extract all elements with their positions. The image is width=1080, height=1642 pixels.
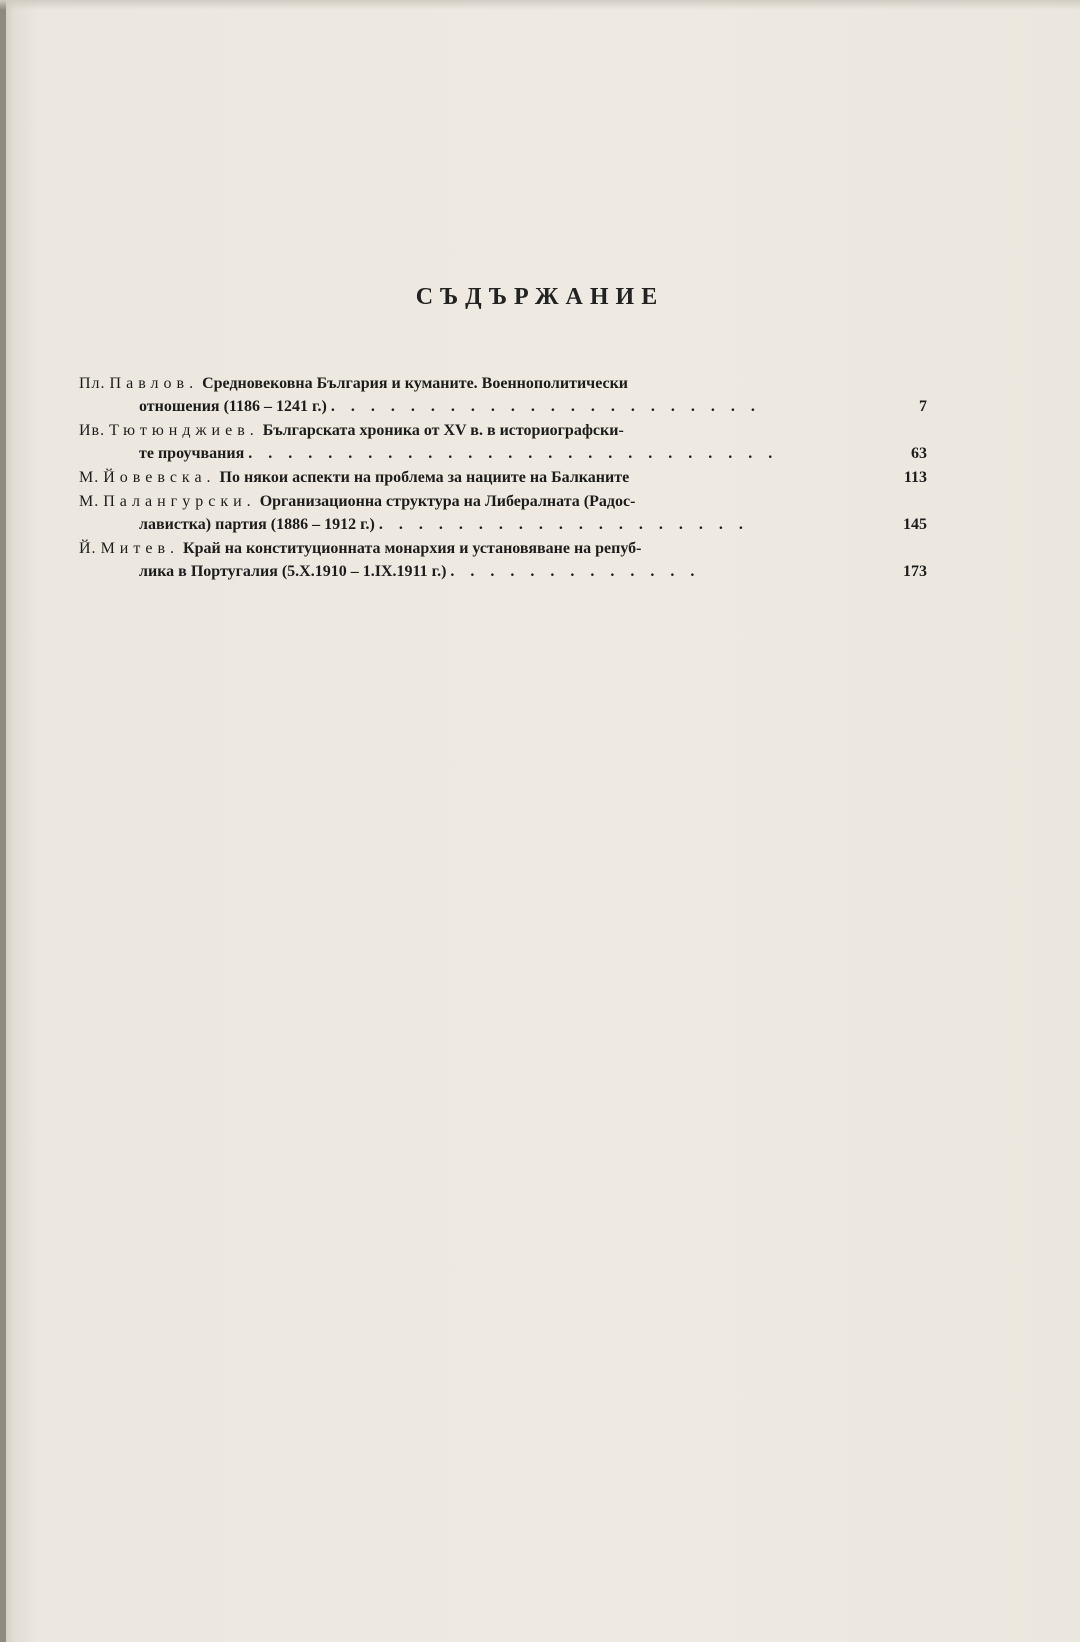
- author-surname: Палангурски.: [103, 493, 256, 510]
- author-initials: Пл.: [79, 375, 106, 392]
- toc-entry-first-line: [79, 419, 927, 442]
- toc-entry-4[interactable]: [79, 490, 927, 536]
- entry-title-continued: лика в Португалия (5.X.1910 – 1.IX.1911 г.): [139, 563, 447, 580]
- leader-dots: . . . . . . . . . . . . . . . . . . . . . . . . . . .: [248, 445, 779, 462]
- page-number: 145: [903, 516, 927, 533]
- author-surname: Митев.: [100, 540, 179, 557]
- entry-title: Българската хроника от XV в. в историографски-: [262, 422, 624, 439]
- toc-entry-2[interactable]: [79, 419, 927, 465]
- author-initials: Ив.: [79, 422, 106, 439]
- entry-title: Организационна структура на Либералната (Радос-: [259, 493, 636, 510]
- toc-entry-first-line: [79, 372, 927, 395]
- entry-title-continued: отношения (1186 – 1241 г.): [139, 398, 327, 415]
- author-initials: М.: [79, 493, 100, 510]
- toc-entry-second-line: [79, 560, 927, 583]
- toc-entry-first-line: [79, 466, 927, 489]
- author-surname: Тютюнджиев.: [109, 422, 259, 439]
- entry-title: По някои аспекти на проблема за нациите на Балканите: [219, 469, 630, 486]
- page-number: 173: [903, 563, 927, 580]
- toc-entry-first-line: [79, 537, 927, 560]
- toc-entry-second-line: [79, 395, 927, 418]
- entry-title: Средновековна България и куманите. Военнополитически: [202, 375, 629, 392]
- book-spine-shadow: [0, 0, 6, 1642]
- toc-entry-second-line: [79, 513, 927, 536]
- author-surname: Йовевска.: [103, 469, 216, 486]
- toc-entry-1[interactable]: [79, 372, 927, 418]
- author-surname: Павлов.: [109, 375, 199, 392]
- leader-dots: . . . . . . . . . . . . .: [450, 563, 701, 580]
- page-top-edge: [0, 0, 1080, 10]
- author-initials: Й.: [79, 540, 97, 557]
- toc-entry-5[interactable]: [79, 537, 927, 583]
- page-title: СЪДЪРЖАНИЕ: [415, 284, 665, 310]
- entry-title: Край на конституционната монархия и установяване на репуб-: [183, 540, 642, 557]
- toc-entry-second-line: [79, 442, 927, 465]
- toc-entry-first-line: [79, 490, 927, 513]
- leader-dots: . . . . . . . . . . . . . . . . . . .: [378, 516, 749, 533]
- table-of-contents: [79, 372, 927, 584]
- leader-dots: . . . . . . . . . . . . . . . . . . . . . .: [330, 398, 761, 415]
- page-number: 7: [919, 398, 927, 415]
- author-initials: М.: [79, 469, 100, 486]
- entry-title-continued: те проучвания: [139, 445, 245, 462]
- page-number: 113: [903, 469, 927, 486]
- toc-entry-3[interactable]: [79, 466, 927, 489]
- entry-title-continued: лавистка) партия (1886 – 1912 г.): [139, 516, 375, 533]
- page-number: 63: [911, 445, 927, 462]
